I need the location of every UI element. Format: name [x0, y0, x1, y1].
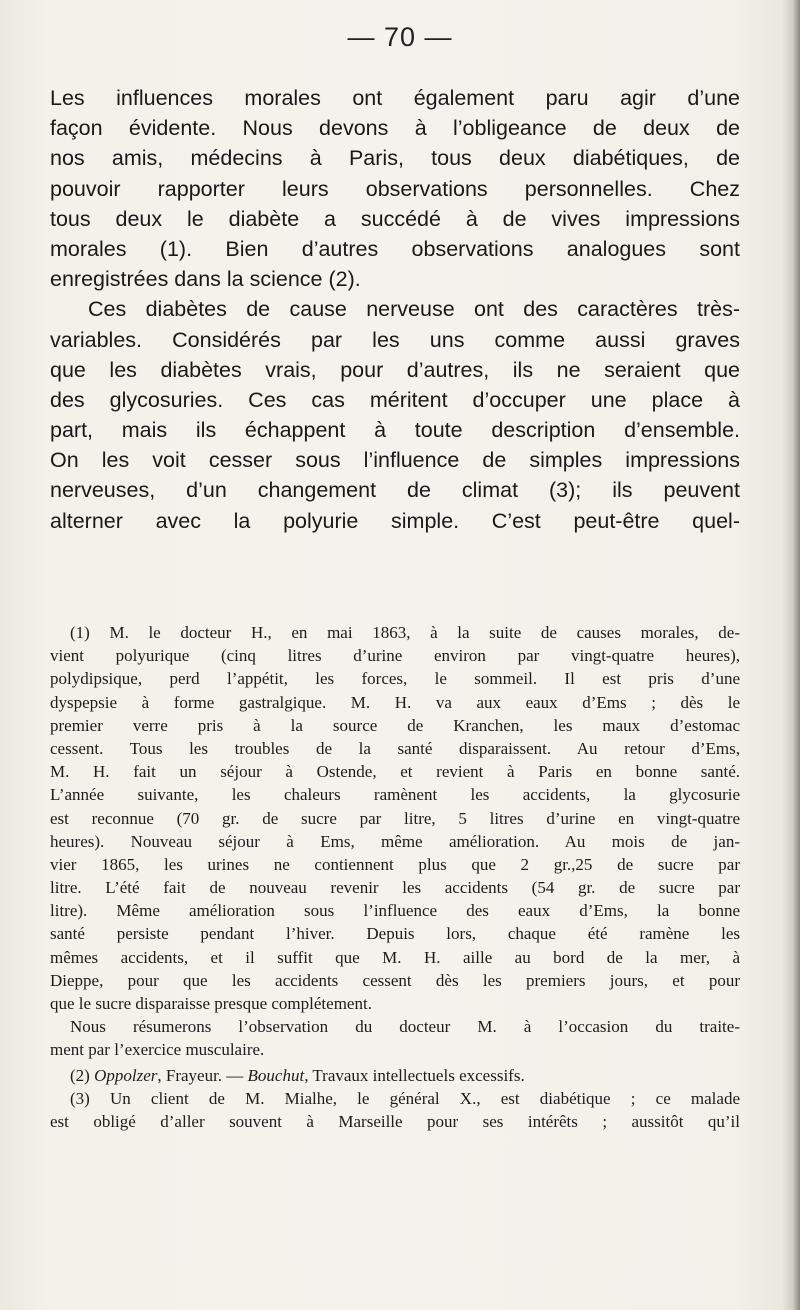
body-line: façon évidente. Nous devons à l’obligeance de deux de — [50, 116, 740, 141]
footnote-2-rest: , Travaux intellectuels excessifs. — [304, 1065, 525, 1085]
footnote-3-line: est obligé d’aller souvent à Marseille pour ses intérêts ; aussitôt qu’il — [50, 1111, 740, 1131]
main-text-block — [50, 83, 740, 536]
body-line: variables. Considérés par les uns comme aussi graves — [50, 327, 740, 352]
footnote-1-line: dyspepsie à forme gastralgique. M. H. va aux eaux d’Ems ; dès le — [50, 692, 740, 712]
footnote-2 — [50, 1064, 740, 1087]
footnote-1-line: L’année suivante, les chaleurs ramènent les accidents, la glycosurie — [50, 785, 740, 805]
footnote-1-line: (1) M. le docteur H., en mai 1863, à la suite de causes morales, de- — [70, 623, 740, 642]
footnote-1-line: Dieppe, pour que les accidents cessent dès les premiers jours, et pour — [50, 970, 740, 990]
body-line: tous deux le diabète a succédé à de vives impressions — [50, 206, 740, 231]
footnote-2-author-bouchut: Bouchut — [247, 1065, 305, 1085]
footnote-1-line: polydipsique, perd l’appétit, les forces, le sommeil. Il est pris d’une — [50, 669, 740, 689]
footnote-1-line: est reconnue (70 gr. de sucre par litre, 5 litres d’urine en vingt-quatre — [50, 808, 740, 828]
footnote-2-author-oppolzer: Oppolzer — [94, 1065, 158, 1085]
body-line: nos amis, médecins à Paris, tous deux diabétiques, de — [50, 146, 740, 171]
footnotes — [50, 621, 740, 1133]
body-line: que les diabètes vrais, pour d’autres, ils ne seraient que — [50, 357, 740, 382]
footnote-1-line: que le sucre disparaisse presque complétement. — [50, 994, 372, 1013]
footnote-2-mid: , Frayeur. — — [157, 1065, 248, 1085]
footnote-1-line: vient polyurique (cinq litres d’urine environ par vingt-quatre heures), — [50, 646, 740, 666]
body-line: On les voit cesser sous l’influence de simples impressions — [50, 448, 740, 473]
body-line: enregistrées dans la science (2). — [50, 267, 361, 292]
footnote-2-prefix: (2) — [70, 1065, 95, 1085]
footnote-1-line: M. H. fait un séjour à Ostende, et revient à Paris en bonne santé. — [50, 762, 740, 782]
footnote-1-line: litre. L’été fait de nouveau revenir les accidents (54 gr. de sucre par — [50, 878, 740, 898]
footnote-1-line: heures). Nouveau séjour à Ems, même amélioration. Au mois de jan- — [50, 831, 740, 851]
body-line: pouvoir rapporter leurs observations personnelles. Chez — [50, 176, 740, 201]
page-number: — 70 — — [347, 22, 453, 52]
body-line: part, mais ils échappent à toute description d’ensemble. — [50, 418, 740, 443]
body-line: nerveuses, d’un changement de climat (3); ils peuvent — [50, 478, 740, 503]
body-line: Les influences morales ont également paru agir d’une — [50, 86, 740, 110]
footnote-1-line: ment par l’exercice musculaire. — [50, 1040, 265, 1060]
footnote-1-line: cessent. Tous les troubles de la santé disparaissent. Au retour d’Ems, — [50, 738, 740, 758]
body-line: Ces diabètes de cause nerveuse ont des caractères très- — [88, 297, 740, 322]
body-line: des glycosuries. Ces cas méritent d’occuper une place à — [50, 387, 740, 412]
body-line: alterner avec la polyurie simple. C’est peut-être quel- — [50, 508, 740, 533]
footnote-1-line: Nous résumerons l’observation du docteur M. à l’occasion du traite- — [70, 1017, 740, 1037]
footnote-1-line: mêmes accidents, et il suffit que M. H. aille au bord de la mer, à — [50, 947, 740, 967]
footnote-1-line: premier verre pris à la source de Kranchen, les maux d’estomac — [50, 715, 740, 735]
footnote-3-line: (3) Un client de M. Mialhe, le général X., est diabétique ; ce malade — [70, 1088, 740, 1108]
footnote-1-line: santé persiste pendant l’hiver. Depuis lors, chaque été ramène les — [50, 924, 740, 944]
body-line: morales (1). Bien d’autres observations analogues sont — [50, 236, 740, 261]
footnote-1-line: litre). Même amélioration sous l’influence des eaux d’Ems, la bonne — [50, 901, 740, 921]
footnote-1-line: vier 1865, les urines ne contiennent plus que 2 gr.,25 de sucre par — [50, 854, 740, 874]
page-edge-shadow — [782, 0, 800, 1310]
